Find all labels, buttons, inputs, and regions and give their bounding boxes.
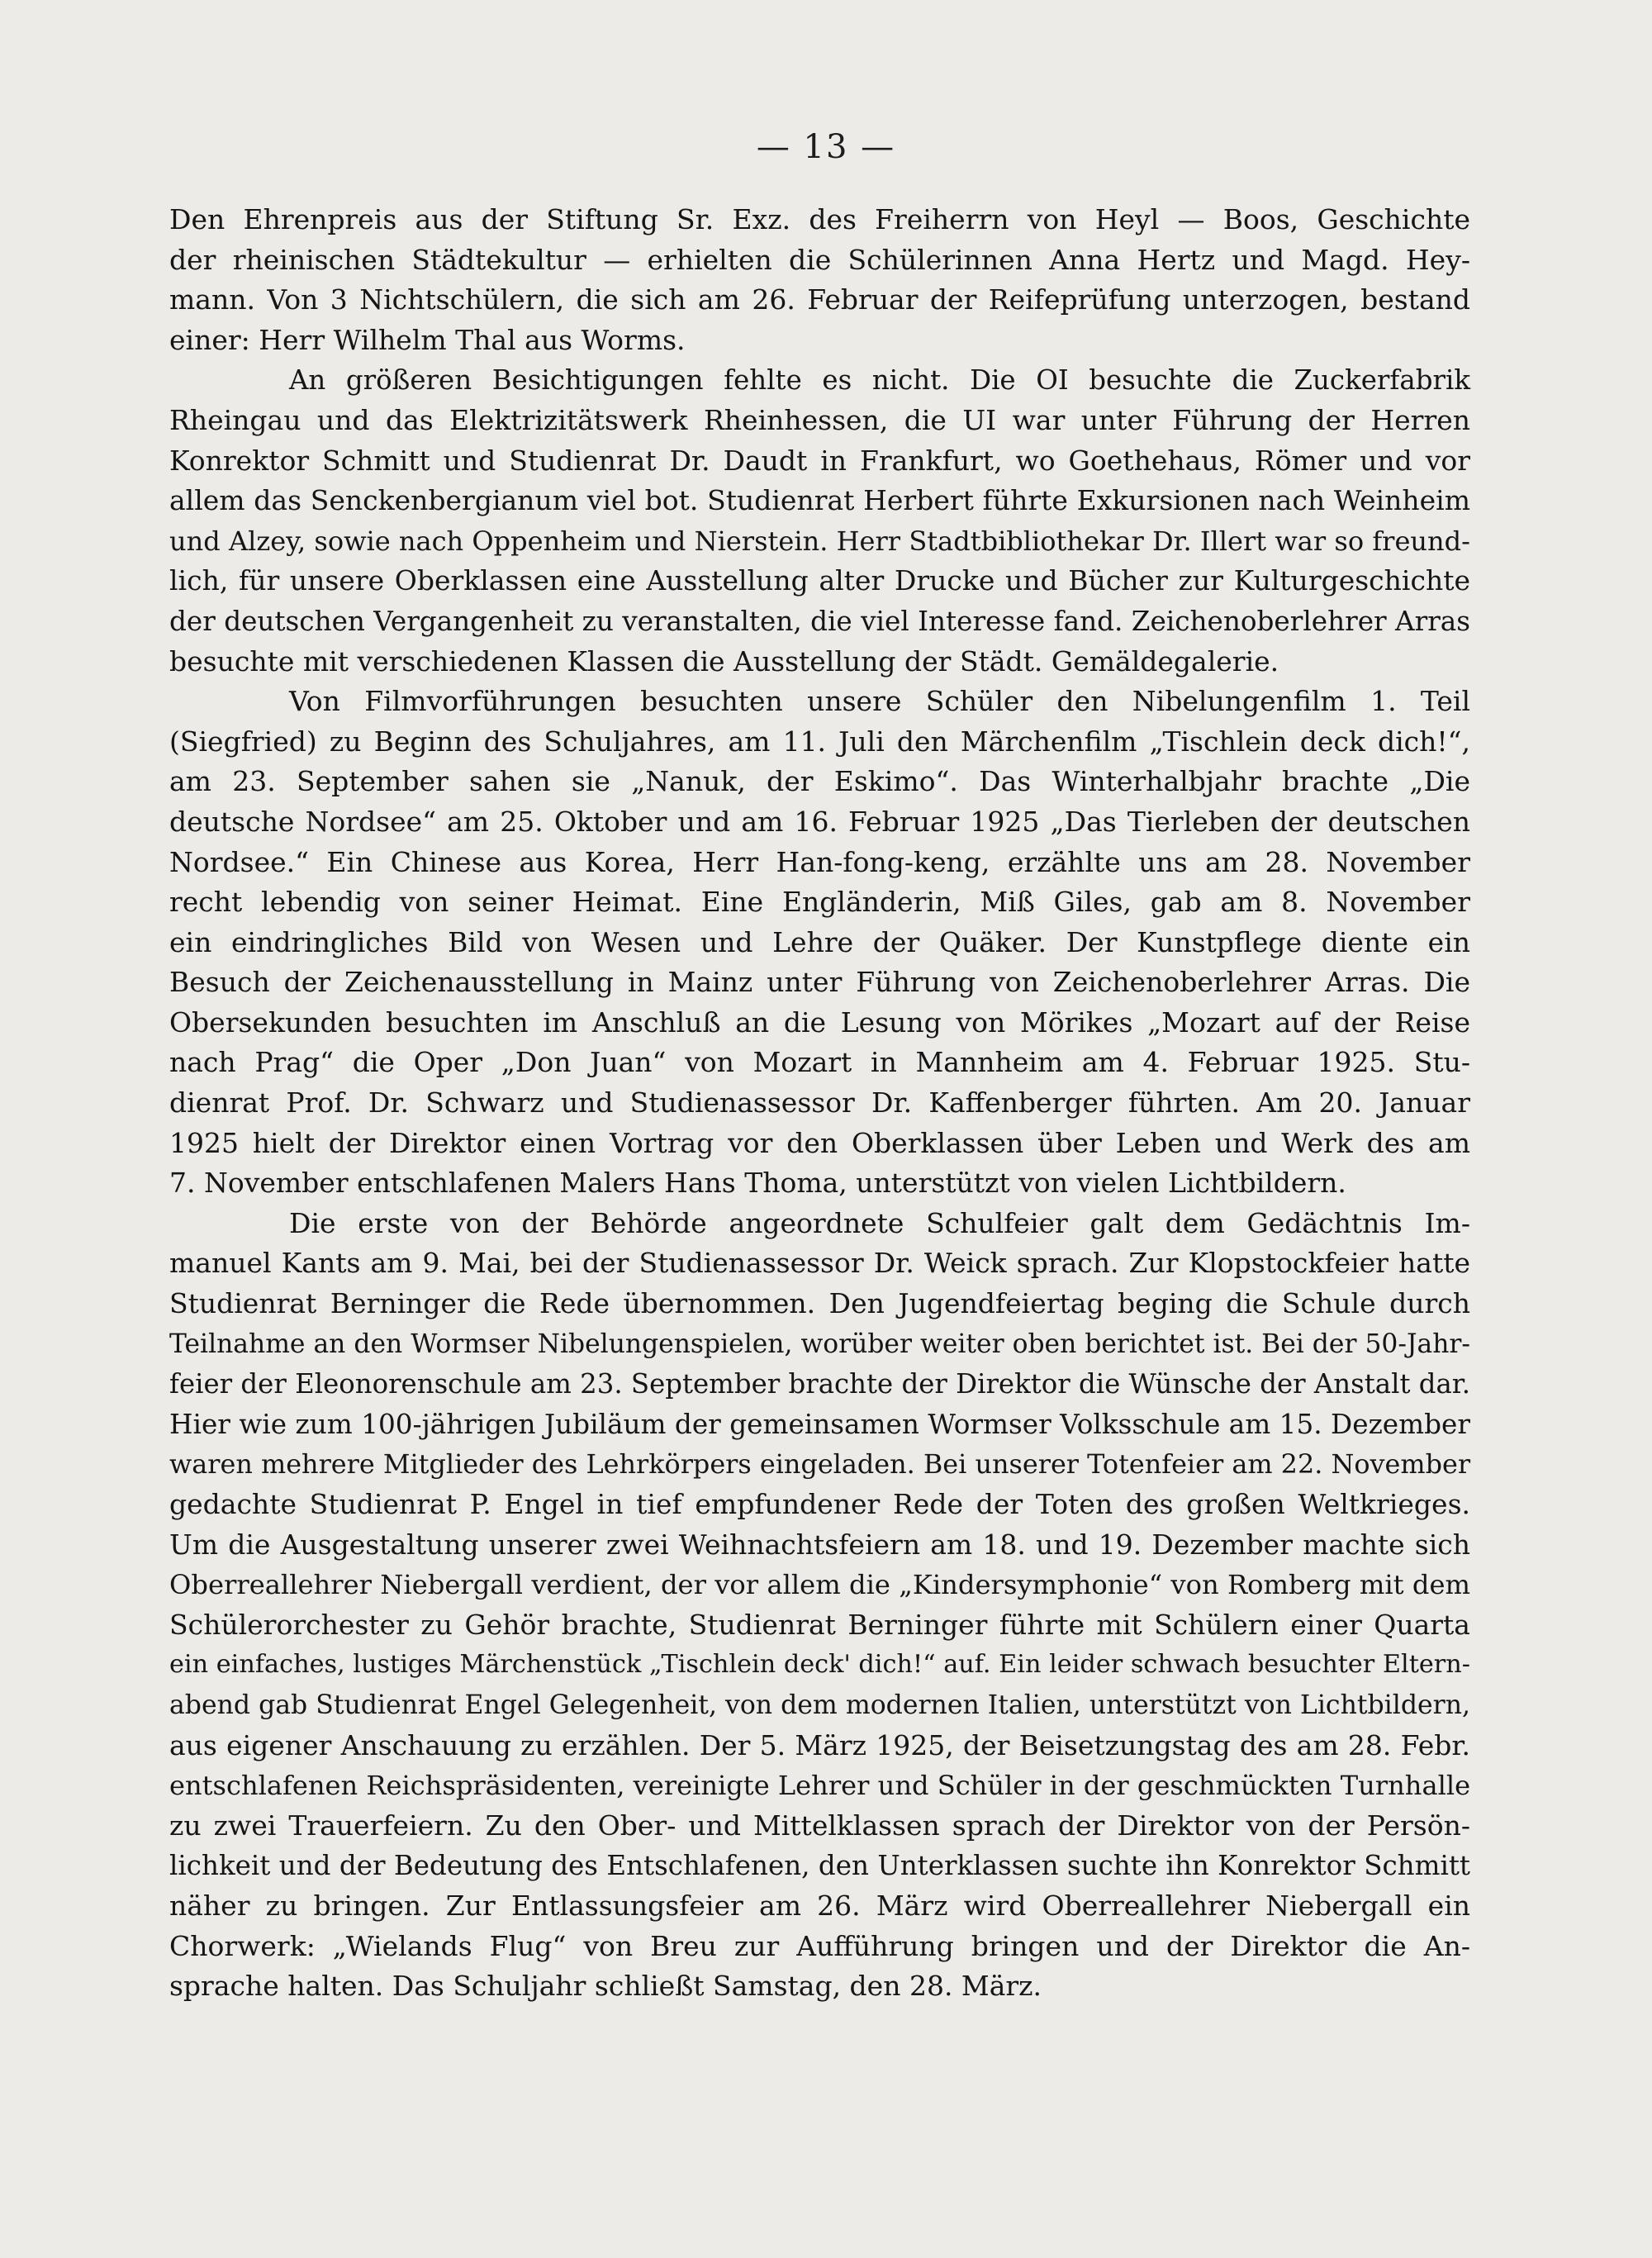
text-line: lichkeit und der Bedeutung des Entschlafenen, den Unterklassen suchte ihn Konrektor Schmitt: [169, 1850, 1470, 1882]
text-line: abend gab Studienrat Engel Gelegenheit, von dem modernen Italien, unterstützt von Lichtbildern,: [169, 1690, 1470, 1720]
text-line: Von Filmvorführungen besuchten unsere Schüler den Nibelungenfilm 1. Teil: [289, 685, 1470, 718]
text-line: Den Ehrenpreis aus der Stiftung Sr. Exz. des Freiherrn von Heyl — Boos, Geschichte: [169, 203, 1470, 235]
text-line: 7. November entschlafenen Malers Hans Thoma, unterstützt von vielen Lichtbildern.: [169, 1167, 1346, 1200]
text-line: der deutschen Vergangenheit zu veranstalten, die viel Interesse fand. Zeichenoberlehrer Arras: [169, 605, 1471, 637]
text-line: Die erste von der Behörde angeordnete Schulfeier galt dem Gedächtnis Im-: [289, 1206, 1470, 1239]
text-line: Konrektor Schmitt und Studienrat Dr. Daudt in Frankfurt, wo Goethehaus, Römer und vor: [169, 444, 1470, 477]
text-line: zu zwei Trauerfeiern. Zu den Ober- und Mittelklassen sprach der Direktor von der Persön-: [169, 1809, 1470, 1842]
text-line: feier der Eleonorenschule am 23. September brachte der Direktor die Wünsche der Anstalt dar.: [169, 1368, 1470, 1400]
text-line: Teilnahme an den Wormser Nibelungenspielen, worüber weiter oben berichtet ist. Bei der 50-Jahr-: [169, 1329, 1470, 1359]
text-line: und Alzey, sowie nach Oppenheim und Nierstein. Herr Stadtbibliothekar Dr. Illert war so freund-: [169, 525, 1470, 557]
text-line: besuchte mit verschiedenen Klassen die Ausstellung der Städt. Gemäldegalerie.: [169, 644, 1279, 677]
text-line: Chorwerk: „Wielands Flug“ von Breu zur Aufführung bringen und der Direktor die An-: [169, 1929, 1470, 1962]
text-line: deutsche Nordsee“ am 25. Oktober und am 16. Februar 1925 „Das Tierleben der deutschen: [169, 805, 1470, 838]
text-line: nach Prag“ die Oper „Don Juan“ von Mozart in Mannheim am 4. Februar 1925. Stu-: [169, 1046, 1470, 1079]
text-line: Rheingau und das Elektrizitätswerk Rheinhessen, die UI war unter Führung der Herren: [169, 403, 1470, 436]
text-line: waren mehrere Mitglieder des Lehrkörpers eingeladen. Bei unserer Totenfeier am 22. November: [169, 1448, 1471, 1481]
page-number: — 13 —: [756, 128, 896, 166]
body-text: [169, 200, 1470, 2007]
text-line: allem das Senckenbergianum viel bot. Studienrat Herbert führte Exkursionen nach Weinheim: [169, 484, 1470, 517]
paragraph-4: [169, 1204, 1470, 2007]
text-line: aus eigener Anschauung zu erzählen. Der 5. März 1925, der Beisetzungstag des am 28. Febr.: [169, 1728, 1470, 1761]
text-line: An größeren Besichtigungen fehlte es nicht. Die OI besuchte die Zuckerfabrik: [289, 364, 1470, 397]
text-line: Hier wie zum 100-jährigen Jubiläum der gemeinsamen Wormser Volksschule am 15. Dezember: [169, 1408, 1470, 1440]
text-line: näher zu bringen. Zur Entlassungsfeier am 26. März wird Oberreallehrer Niebergall ein: [169, 1889, 1470, 1922]
text-line: dienrat Prof. Dr. Schwarz und Studienassessor Dr. Kaffenberger führten. Am 20. Januar: [169, 1086, 1470, 1119]
text-line: einer: Herr Wilhelm Thal aus Worms.: [169, 323, 686, 356]
text-line: mann. Von 3 Nichtschülern, die sich am 26. Februar der Reifeprüfung unterzogen, bestand: [169, 283, 1470, 316]
text-line: entschlafenen Reichspräsidenten, vereinigte Lehrer und Schüler in der geschmückten Turnhalle: [169, 1770, 1471, 1802]
text-line: gedachte Studienrat P. Engel in tief empfundener Rede der Toten des großen Weltkrieges.: [169, 1488, 1470, 1520]
text-line: Nordsee.“ Ein Chinese aus Korea, Herr Han-fong-keng, erzählte uns am 28. November: [169, 845, 1470, 878]
paragraph-3: [169, 682, 1470, 1204]
text-line: 1925 hielt der Direktor einen Vortrag vor den Oberklassen über Leben und Werk des am: [169, 1126, 1470, 1159]
text-line: sprache halten. Das Schuljahr schließt Samstag, den 28. März.: [169, 1970, 1042, 2003]
text-line: Schülerorchester zu Gehör brachte, Studienrat Berninger führte mit Schülern einer Quarta: [169, 1608, 1470, 1641]
text-line: manuel Kants am 9. Mai, bei der Studienassessor Dr. Weick sprach. Zur Klopstockfeier hatte: [169, 1247, 1470, 1280]
text-line: recht lebendig von seiner Heimat. Eine Engländerin, Miß Giles, gab am 8. November: [169, 886, 1470, 919]
text-line: am 23. September sahen sie „Nanuk, der Eskimo“. Das Winterhalbjahr brachte „Die: [169, 765, 1470, 798]
text-line: Oberreallehrer Niebergall verdient, der vor allem die „Kindersymphonie“ von Romberg mit dem: [169, 1569, 1470, 1601]
text-line: Studienrat Berninger die Rede übernommen. Den Jugendfeiertag beging die Schule durch: [169, 1287, 1470, 1320]
text-line: der rheinischen Städtekultur — erhielten die Schülerinnen Anna Hertz und Magd. Hey-: [169, 243, 1470, 276]
paragraph-1: [169, 200, 1470, 360]
text-line: ein einfaches, lustiges Märchenstück „Tischlein deck' dich!“ auf. Ein leider schwach besuchter Eltern-: [169, 1650, 1470, 1680]
text-line: (Siegfried) zu Beginn des Schuljahres, am 11. Juli den Märchenfilm „Tischlein deck dich!“,: [169, 725, 1470, 758]
paragraph-2: [169, 360, 1470, 682]
text-line: Um die Ausgestaltung unserer zwei Weihnachtsfeiern am 18. und 19. Dezember machte sich: [169, 1528, 1470, 1561]
text-line: Obersekunden besuchten im Anschluß an die Lesung von Mörikes „Mozart auf der Reise: [169, 1005, 1470, 1039]
text-line: ein eindringliches Bild von Wesen und Lehre der Quäker. Der Kunstpflege diente ein: [169, 925, 1470, 958]
text-line: lich, für unsere Oberklassen eine Ausstellung alter Drucke und Bücher zur Kulturgeschichte: [169, 564, 1470, 597]
text-line: Besuch der Zeichenausstellung in Mainz unter Führung von Zeichenoberlehrer Arras. Die: [169, 966, 1470, 999]
